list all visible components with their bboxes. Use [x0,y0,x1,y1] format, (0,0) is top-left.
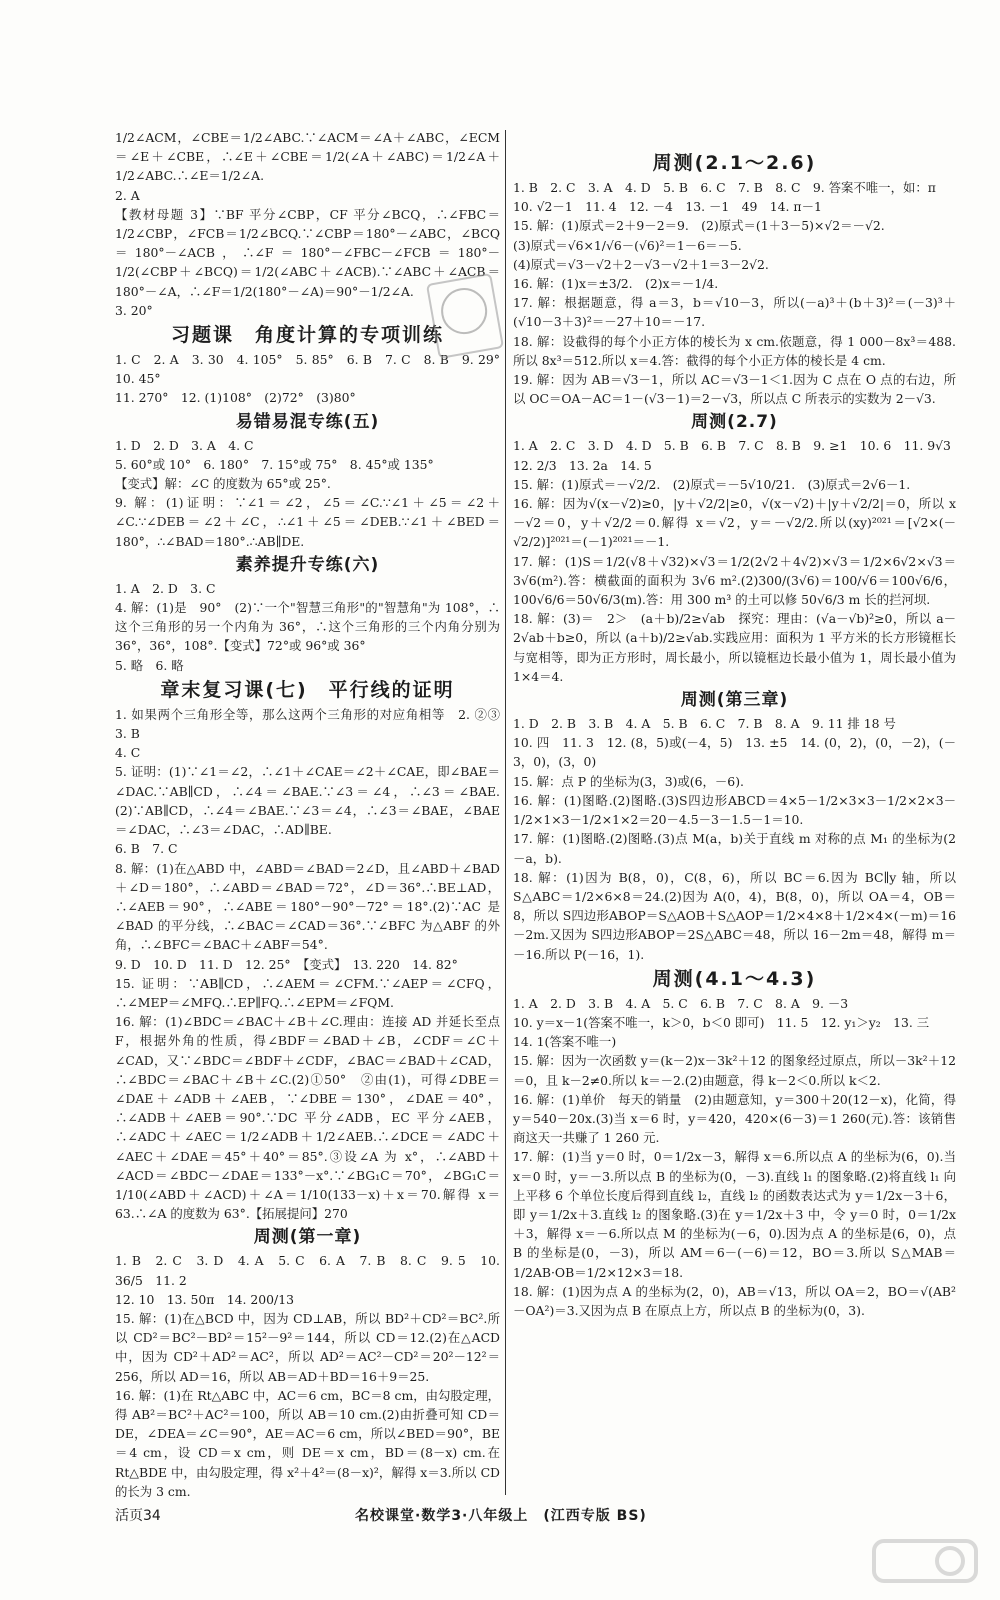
left-answer-line: 1. C 2. A 3. 30 4. 105° 5. 85° 6. B 7. C 8. B 9. 29° 10. 45° [115,352,500,387]
book-title: 名校课堂·数学3·八年级上 (江西专版 BS) [355,1508,647,1524]
left-section-heading: 易错易混专练(五) [235,411,380,432]
right-answer-line: 17. 解：(1)S＝1/2(√8＋√32)×√3＝1/2(2√2＋4√2)×√3＝1/2×6√2×√3＝3√6(m²).答：横截面的面积为 3√6 m².(2)300/(3√6)＝100/√6＝100√6/6，100√6/6＝50√6/3(m).答：用 300 m³ 的土可以修 50√6/3 m 长的拦河坝. [513,553,956,608]
right-answer-line: 15. 解：点 P 的坐标为(3，3)或(6，－6). [513,773,744,789]
right-answer-line: 10. 四 11. 3 12. (8，5)或(－4，5) 13. ±5 14. (0，2)，(0，－2)，(－3，0)，(3，0) [513,735,956,770]
right-answer-line: 18. 解：(3)＝ 2＞ (a＋b)/2≥√ab 探究：理由：(√a－√b)²≥0，所以 a－2√ab＋b≥0，所以 (a＋b)/2≥√ab.实践应用：面积为 1 平方米的长方形镜框长与宽相等，即为正方形时，周长最小，所以镜框边长最小值为 1，周长最小值为 1×4＝4. [513,611,956,684]
left-answer-line: 【变式】解：∠C 的度数为 65°或 25°. [115,476,331,492]
right-answer-line: 1. A 2. D 3. B 4. A 5. C 6. B 7. C 8. A 9. －3 [513,995,849,1011]
left-answer-line: 4. C [115,745,141,761]
left-answer-line: 1. D 2. D 3. A 4. C [115,437,254,453]
left-section-heading: 周测(第一章) [253,1227,362,1248]
watermark-logo [870,1535,980,1590]
left-answer-line: 15. 证明：∵AB∥CD，∴∠AEM＝∠CFM.∵∠AEP＝∠CFQ，∴∠MEP＝∠MFQ.∴EP∥FQ.∴∠EPM＝∠FQM. [115,975,500,1010]
right-answer-line: 1. A 2. C 3. D 4. D 5. B 6. B 7. C 8. B 9. ≥1 10. 6 11. 9√3 [513,438,951,454]
right-answer-line: 14. 1(答案不唯一) [513,1034,617,1050]
right-section-heading: 周测(4.1～4.3) [652,967,817,990]
left-answer-line: 2. A [115,187,140,203]
left-answer-line: 5. 60°或 10° 6. 180° 7. 15°或 75° 8. 45°或 135° [115,456,434,472]
right-answer-line: 10. √2－1 11. 4 12. －4 13. －1 49 14. π－1 [513,199,822,215]
left-answer-line: 8. 解：(1)在△ABD 中，∠ABD＝∠BAD＝2∠D，且∠ABD＋∠BAD＋∠D＝180°，∴∠ABD＝∠BAD＝72°，∠D＝36°.∴BE⊥AD，∴∠AEB＝90°，∴∠ABE＝180°－90°－72°＝18°.(2)∵AC 是∠BAD 的平分线，∴∠BAC＝∠CAD＝36°.∵∠BFC 为△ABF 的外角，∴∠BFC＝∠BAC＋∠ABF＝54°. [115,860,500,953]
left-section-heading: 素养提升专练(六) [235,554,380,575]
right-answer-line: 10. y＝x－1(答案不唯一，k＞0，b＜0 即可) 11. 5 12. y₁＞y₂ 13. 三 [513,1014,930,1030]
left-answer-line: 5. 证明：(1)∵∠1＝∠2，∴∠1＋∠CAE＝∠2＋∠CAE，即∠BAE＝∠DAC.∵AB∥CD，∴∠4＝∠BAE.∵∠3＝∠4，∴∠3＝∠BAE.(2)∵AB∥CD，∴∠4＝∠BAE.∵∠3＝∠4，∴∠3＝∠BAE，∠BAE＝∠DAC，∴∠3＝∠DAC，∴AD∥BE. [115,764,500,838]
left-answer-line: 4. 解：(1)是 90° (2)∵一个"智慧三角形"的"智慧角"为 108°，∴这个三角形的另一个内角为 36°，∴这个三角形的三个内角分别为 36°，36°，108°.【变式】72°或 96°或 36° [115,600,500,654]
right-answer-line: (3)原式＝√6×1/√6－(√6)²＝1－6＝－5. [513,237,742,253]
left-section-heading: 习题课 角度计算的专项训练 [170,324,444,347]
left-answer-line: 9. 解：(1)证明：∵∠1＝∠2，∠5＝∠C.∵∠1＋∠5＝∠2＋∠C.∵∠DEB＝∠2＋∠C，∴∠1＋∠5＝∠DEB.∵∠1＋∠BED＝180°，∴∠BAD＝180°.∴AB∥DE. [115,495,500,549]
left-answer-line: 16. 解：(1)在 Rt△ABC 中，AC＝6 cm，BC＝8 cm，由勾股定理，得 AB²＝BC²＋AC²＝100，所以 AB＝10 cm.(2)由折叠可知 CD＝DE，∠DEA＝∠C＝90°，AE＝AC＝6 cm，所以∠BED＝90°，BE＝4 cm，设 CD＝x cm，则 DE＝x cm，BD＝(8－x) cm.在 Rt△BDE 中，由勾股定理，得 x²＋4²＝(8－x)²，解得 x＝3.所以 CD 的长为 3 cm. [115,1387,500,1499]
column-divider [505,130,506,1495]
left-answer-line: 1. B 2. C 3. D 4. A 5. C 6. A 7. B 8. C 9. 5 10. 36/5 11. 2 [115,1253,500,1288]
left-answer-line: 15. 解：(1)在△BCD 中，因为 CD⊥AB，所以 BD²＋CD²＝BC².所以 CD²＝BC²－BD²＝15²－9²＝144，所以 CD＝12.(2)在△ACD 中，因为 CD²＋AD²＝AC²，所以 AD²＝AC²－CD²＝20²－12²＝256，所以 AD＝16，所以 AB＝AD＋BD＝16＋9＝25. [115,1310,500,1384]
right-answer-line: 19. 解：因为 AB＝√3－1，所以 AC＝√3－1＜1.因为 C 点在 O 点的右边，所以 OC＝OA－AC＝1－(√3－1)＝2－√3，所以点 C 所表示的实数为 2－√3. [513,372,956,407]
right-answer-line: (4)原式＝√3－√2＋2－√3－√2＋1＝3－2√2. [513,256,769,272]
left-section-heading: 章末复习课(七) 平行线的证明 [160,678,455,701]
right-answer-line: 15. 解：因为一次函数 y＝(k－2)x－3k²＋12 的图象经过原点，所以－3k²＋12＝0，且 k－2≠0.所以 k＝－2.(2)由题意，得 k－2＜0.所以 k＜2. [513,1053,956,1088]
left-answer-line: 1. 如果两个三角形全等，那么这两个三角形的对应角相等 2. ②③ 3. B [115,706,500,742]
left-answer-line: 1. A 2. D 3. C [115,580,216,596]
left-answer-line: 6. B 7. C [115,841,178,857]
left-answer-line: 12. 10 13. 50π 14. 200/13 [115,1291,294,1307]
right-answer-line: 15. 解：(1)原式＝－√2/2. (2)原式＝－5√10/21. (3)原式＝2√6－1. [513,476,911,492]
right-answer-line: 17. 解：(1)图略.(2)图略.(3)点 M(a，b)关于直线 m 对称的点 M₁ 的坐标为(2－a，b). [513,831,956,866]
right-answer-line: 18. 解：(1)因为点 A 的坐标为(2，0)，AB＝√13，所以 OA＝2，BO＝√(AB²－OA²)＝3.又因为点 B 在原点上方，所以点 B 的坐标为(0，3). [513,1283,956,1318]
right-column [513,148,956,1528]
page-number: 活页34 [115,1508,161,1524]
right-answer-line: 16. 解：因为√(x－√2)≥0，|y＋√2/2|≥0，√(x－√2)＋|y＋√2/2|＝0，所以 x－√2＝0，y＋√2/2＝0.解得 x＝√2，y＝－√2/2.所以(xy)²⁰²¹＝[√2×(－√2/2)]²⁰²¹＝(－1)²⁰²¹＝－1. [513,496,956,550]
right-section-heading: 周测(第三章) [680,690,789,711]
right-answer-line: 15. 解：(1)原式＝2＋9－2＝9. (2)原式＝(1＋3－5)×√2＝－√2. [513,218,885,234]
right-answer-line: 17. 解：根据题意，得 a＝3，b＝√10－3，所以(－a)³＋(b＋3)²＝(－3)³＋(√10－3＋3)²＝－27＋10＝－17. [513,295,956,330]
right-answer-line: 16. 解：(1)x＝±3/2. (2)x＝－1/4. [513,276,719,292]
right-answer-line: 16. 解：(1)单价 每天的销量 (2)由题意知，y＝300＋20(12－x)，化简，得 y＝540－20x.(3)当 x＝6 时，y＝420，420×(6－3)＝1 260(元).答：该销售商这天一共赚了 1 260 元. [513,1091,956,1146]
right-answer-line: 18. 解：设截得的每个小正方体的棱长为 x cm.依题意，得 1 000－8x³＝488.所以 8x³＝512.所以 x＝4.答：截得的每个小正方体的棱长是 4 cm. [513,333,956,368]
left-answer-line: 11. 270° 12. (1)108° (2)72° (3)80° [115,390,356,406]
stamp-logo [426,273,504,359]
left-answer-line: 5. 略 6. 略 [115,657,184,673]
right-answer-line: 16. 解：(1)图略.(2)图略.(3)S四边形ABCD＝4×5－1/2×3×3－1/2×2×3－1/2×1×3－1/2×1×2＝20－4.5－3－1.5－1＝10. [513,792,956,828]
right-answer-line: 12. 2/3 13. 2a 14. 5 [513,457,652,473]
right-answer-line: 18. 解：(1)因为 B(8，0)，C(8，6)，所以 BC＝6.因为 BC∥y 轴，所以 S△ABC＝1/2×6×8＝24.(2)因为 A(0，4)，B(8，0)，所以 OA＝4，OB＝8，所以 S四边形ABOP＝S△AOB＋S△AOP＝1/2×4×8＋1/2×4×(－m)＝16－2m.又因为 S四边形ABOP＝2S△ABC＝48，所以 16－2m＝48，解得 m＝－16.所以 P(－16，1). [513,869,956,962]
page-footer [115,1505,955,1527]
left-answer-line: 16. 解：(1)∠BDC＝∠BAC＋∠B＋∠C.理由：连接 AD 并延长至点 F，根据外角的性质，得∠BDF＝∠BAD＋∠B，∠CDF＝∠C＋∠CAD，又∵∠BDC＝∠BDF＋∠CDF，∠BAC＝∠BAD＋∠CAD，∴∠BDC＝∠BAC＋∠B＋∠C.(2)①50° ②由(1)，可得∠DBE＝∠DAE＋∠ADB＋∠AEB，∵∠DBE＝130°，∠DAE＝40°，∴∠ADB＋∠AEB＝90°.∵DC 平分∠ADB，EC 平分∠AEB，∴∠ADC＋∠AEC＝1/2∠ADB＋1/2∠AEB.∴∠DCE＝∠ADC＋∠AEC＋∠DAE＝45°＋40°＝85°.③设∠A 为 x°，∴∠ABD＋∠ACD＝∠BDC－∠DAE＝133°－x°.∵∠BG₁C＝70°，∠BG₁C＝1/10(∠ABD＋∠ACD)＋∠A＝1/10(133－x)＋x＝70.解得 x＝63.∴∠A 的度数为 63°.【拓展提问】270 [115,1014,500,1222]
right-section-heading: 周测(2.1～2.6) [652,152,817,174]
left-answer-line: 9. D 10. D 11. D 12. 25° 【变式】 13. 220 14. 82° [115,956,458,972]
right-answer-line: 1. B 2. C 3. A 4. D 5. B 6. C 7. B 8. C 9. 答案不唯一，如：π [513,180,936,195]
right-answer-line: 1. D 2. B 3. B 4. A 5. B 6. C 7. B 8. A 9. 11 排 18 号 [513,716,896,732]
right-section-heading: 周测(2.7) [691,412,778,433]
right-answer-line: 17. 解：(1)当 y＝0 时，0＝1/2x－3，解得 x＝6.所以点 A 的坐标为(6，0).当 x＝0 时，y＝－3.所以点 B 的坐标为(0，－3).直线 l₁ 的图象略.(2)将直线 l₁ 向上平移 6 个单位长度后得到直线 l₂，直线 l₂ 的函数表达式为 y＝1/2x－3＋6，即 y＝1/2x＋3.直线 l₂ 的图象略.(3)在 y＝1/2x＋3 中，令 y＝0 时，0＝1/2x＋3，解得 x＝－6.所以点 M 的坐标为(－6，0).因为点 A 的坐标是(6，0)，点 B 的坐标是(0，－3)，所以 AM＝6－(－6)＝12，BO＝3.所以 S△MAB＝1/2AB·OB＝1/2×12×3＝18. [513,1149,956,1280]
left-answer-line: 1/2∠ACM，∠CBE＝1/2∠ABC.∵∠ACM＝∠A＋∠ABC，∠ECM＝∠E＋∠CBE，∴∠E＋∠CBE＝1/2(∠A＋∠ABC)＝1/2∠A＋1/2∠ABC.∴∠E＝1/2∠A. [115,130,500,184]
left-answer-line: 【教材母题 3】∵BF 平分∠CBP，CF 平分∠BCQ，∴∠FBC＝1/2∠CBP，∠FCB＝1/2∠BCQ.∵∠CBP＝180°－∠ABC，∠BCQ＝180°－∠ACB，∴∠F＝180°－∠FBC－∠FCB＝180°－1/2(∠CBP＋∠BCQ)＝1/2(∠ABC＋∠ACB).∵∠ABC＋∠ACB＝180°－∠A，∴∠F＝1/2(180°－∠A)＝90°－1/2∠A. [115,206,500,299]
left-answer-line: 3. 20° [115,302,153,318]
